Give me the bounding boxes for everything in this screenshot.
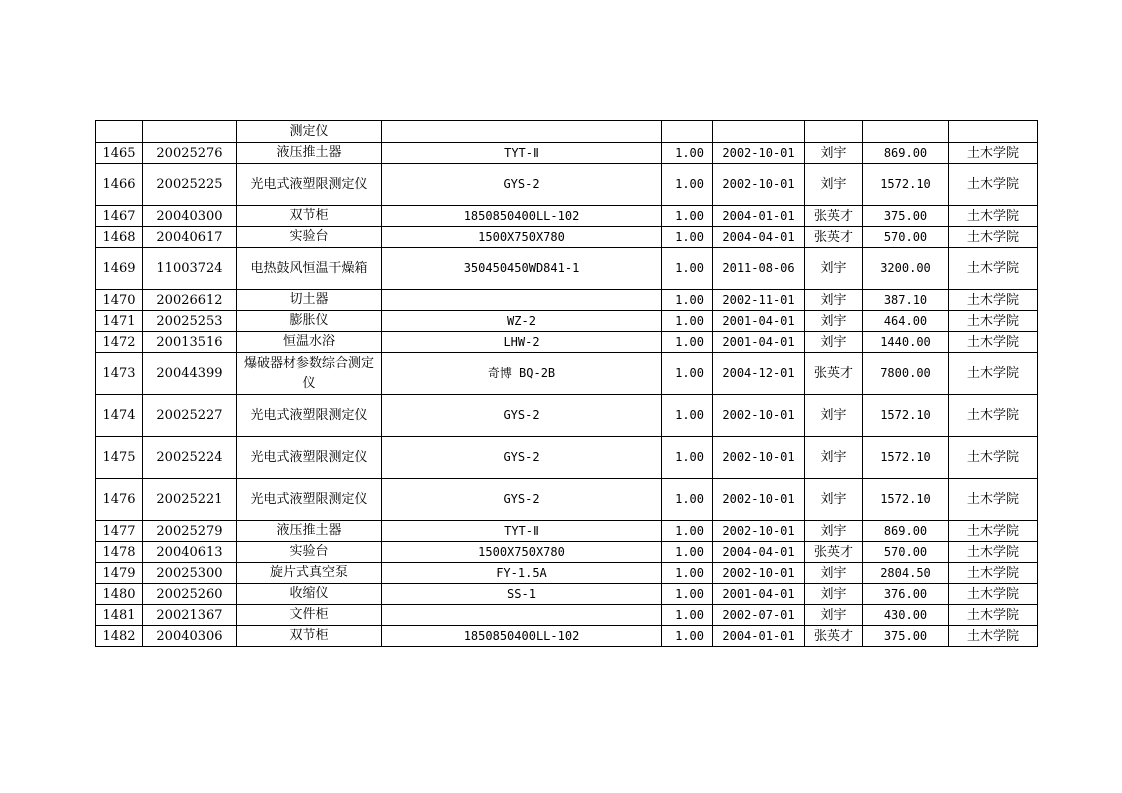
cell-unit-price: 570.00 — [863, 542, 949, 563]
cell-unit-price: 430.00 — [863, 605, 949, 626]
cell-equipment-name: 旋片式真空泵 — [237, 563, 382, 584]
cell-model-spec — [382, 605, 662, 626]
cell-model-spec: LHW-2 — [382, 332, 662, 353]
cell-equipment-name: 液压推土器 — [237, 143, 382, 164]
cell-row-number: 1465 — [96, 143, 143, 164]
cell-asset-code: 20025276 — [143, 143, 237, 164]
cell-quantity: 1.00 — [662, 395, 713, 437]
cell-row-number: 1468 — [96, 227, 143, 248]
cell-department: 土木学院 — [949, 206, 1038, 227]
table-row — [96, 542, 1038, 563]
cell-equipment-name: 双节柜 — [237, 626, 382, 647]
cell-asset-code: 20025227 — [143, 395, 237, 437]
cell-custodian: 刘宇 — [805, 521, 863, 542]
cell-model-spec — [382, 121, 662, 143]
cell-model-spec: GYS-2 — [382, 164, 662, 206]
cell-custodian: 刘宇 — [805, 143, 863, 164]
cell-asset-code: 20025224 — [143, 437, 237, 479]
cell-department: 土木学院 — [949, 521, 1038, 542]
cell-unit-price: 376.00 — [863, 584, 949, 605]
cell-department: 土木学院 — [949, 311, 1038, 332]
cell-row-number: 1471 — [96, 311, 143, 332]
table-row — [96, 605, 1038, 626]
cell-purchase-date: 2002-10-01 — [713, 395, 805, 437]
cell-department: 土木学院 — [949, 437, 1038, 479]
cell-custodian — [805, 121, 863, 143]
cell-purchase-date: 2001-04-01 — [713, 584, 805, 605]
cell-quantity: 1.00 — [662, 605, 713, 626]
cell-equipment-name: 液压推土器 — [237, 521, 382, 542]
cell-quantity: 1.00 — [662, 164, 713, 206]
cell-equipment-name: 电热鼓风恒温干燥箱 — [237, 248, 382, 290]
cell-department: 土木学院 — [949, 164, 1038, 206]
cell-department: 土木学院 — [949, 563, 1038, 584]
cell-unit-price: 1572.10 — [863, 437, 949, 479]
table-row — [96, 164, 1038, 206]
table-row — [96, 521, 1038, 542]
table-row — [96, 563, 1038, 584]
table-row — [96, 290, 1038, 311]
cell-quantity: 1.00 — [662, 290, 713, 311]
cell-asset-code: 20040617 — [143, 227, 237, 248]
cell-model-spec: GYS-2 — [382, 437, 662, 479]
cell-purchase-date: 2002-10-01 — [713, 521, 805, 542]
cell-unit-price: 1440.00 — [863, 332, 949, 353]
cell-custodian: 刘宇 — [805, 290, 863, 311]
cell-quantity — [662, 121, 713, 143]
cell-purchase-date: 2004-01-01 — [713, 626, 805, 647]
cell-equipment-name: 光电式液塑限测定仪 — [237, 395, 382, 437]
cell-unit-price: 387.10 — [863, 290, 949, 311]
cell-department: 土木学院 — [949, 143, 1038, 164]
cell-department: 土木学院 — [949, 479, 1038, 521]
table-row — [96, 626, 1038, 647]
cell-department: 土木学院 — [949, 626, 1038, 647]
cell-department: 土木学院 — [949, 227, 1038, 248]
cell-asset-code: 20026612 — [143, 290, 237, 311]
table-row — [96, 332, 1038, 353]
cell-model-spec: WZ-2 — [382, 311, 662, 332]
cell-quantity: 1.00 — [662, 479, 713, 521]
cell-custodian: 刘宇 — [805, 563, 863, 584]
cell-asset-code: 20025225 — [143, 164, 237, 206]
cell-unit-price: 3200.00 — [863, 248, 949, 290]
cell-quantity: 1.00 — [662, 332, 713, 353]
cell-asset-code: 20013516 — [143, 332, 237, 353]
cell-unit-price: 375.00 — [863, 626, 949, 647]
cell-unit-price: 1572.10 — [863, 395, 949, 437]
cell-custodian: 刘宇 — [805, 332, 863, 353]
cell-custodian: 刘宇 — [805, 164, 863, 206]
cell-custodian: 刘宇 — [805, 437, 863, 479]
cell-equipment-name: 双节柜 — [237, 206, 382, 227]
table-row — [96, 143, 1038, 164]
table-row — [96, 479, 1038, 521]
cell-model-spec: 1850850400LL-102 — [382, 206, 662, 227]
cell-row-number: 1473 — [96, 353, 143, 395]
cell-purchase-date — [713, 121, 805, 143]
cell-asset-code: 20040306 — [143, 626, 237, 647]
cell-model-spec: 350450450WD841-1 — [382, 248, 662, 290]
table-row — [96, 437, 1038, 479]
cell-purchase-date: 2004-01-01 — [713, 206, 805, 227]
cell-model-spec: FY-1.5A — [382, 563, 662, 584]
cell-quantity: 1.00 — [662, 626, 713, 647]
cell-quantity: 1.00 — [662, 542, 713, 563]
cell-row-number: 1475 — [96, 437, 143, 479]
cell-row-number: 1474 — [96, 395, 143, 437]
cell-equipment-name: 光电式液塑限测定仪 — [237, 437, 382, 479]
cell-row-number: 1481 — [96, 605, 143, 626]
cell-department: 土木学院 — [949, 332, 1038, 353]
cell-row-number: 1477 — [96, 521, 143, 542]
cell-asset-code: 20025253 — [143, 311, 237, 332]
cell-unit-price: 869.00 — [863, 521, 949, 542]
cell-asset-code: 20025279 — [143, 521, 237, 542]
cell-unit-price: 7800.00 — [863, 353, 949, 395]
table-row — [96, 248, 1038, 290]
table-row — [96, 311, 1038, 332]
cell-asset-code: 20025260 — [143, 584, 237, 605]
cell-purchase-date: 2002-10-01 — [713, 437, 805, 479]
cell-model-spec: 1500X750X780 — [382, 542, 662, 563]
cell-model-spec: SS-1 — [382, 584, 662, 605]
cell-quantity: 1.00 — [662, 584, 713, 605]
cell-quantity: 1.00 — [662, 248, 713, 290]
cell-unit-price: 2804.50 — [863, 563, 949, 584]
cell-custodian: 张英才 — [805, 353, 863, 395]
cell-asset-code: 20040613 — [143, 542, 237, 563]
table-row — [96, 395, 1038, 437]
cell-purchase-date: 2001-04-01 — [713, 311, 805, 332]
cell-quantity: 1.00 — [662, 227, 713, 248]
cell-row-number: 1482 — [96, 626, 143, 647]
cell-row-number: 1476 — [96, 479, 143, 521]
cell-custodian: 刘宇 — [805, 605, 863, 626]
cell-equipment-name: 收缩仪 — [237, 584, 382, 605]
cell-custodian: 张英才 — [805, 227, 863, 248]
cell-equipment-name: 膨胀仪 — [237, 311, 382, 332]
cell-custodian: 刘宇 — [805, 248, 863, 290]
cell-equipment-name: 切土器 — [237, 290, 382, 311]
cell-model-spec: GYS-2 — [382, 479, 662, 521]
cell-asset-code: 11003724 — [143, 248, 237, 290]
cell-purchase-date: 2002-10-01 — [713, 143, 805, 164]
cell-purchase-date: 2004-04-01 — [713, 542, 805, 563]
cell-equipment-name: 实验台 — [237, 227, 382, 248]
cell-unit-price: 1572.10 — [863, 479, 949, 521]
cell-purchase-date: 2002-11-01 — [713, 290, 805, 311]
cell-model-spec: TYT-Ⅱ — [382, 143, 662, 164]
cell-asset-code: 20044399 — [143, 353, 237, 395]
cell-equipment-name: 光电式液塑限测定仪 — [237, 479, 382, 521]
cell-custodian: 刘宇 — [805, 395, 863, 437]
cell-row-number: 1470 — [96, 290, 143, 311]
cell-purchase-date: 2002-10-01 — [713, 479, 805, 521]
cell-quantity: 1.00 — [662, 353, 713, 395]
cell-asset-code: 20025221 — [143, 479, 237, 521]
cell-department — [949, 121, 1038, 143]
cell-department: 土木学院 — [949, 584, 1038, 605]
cell-row-number — [96, 121, 143, 143]
cell-unit-price: 869.00 — [863, 143, 949, 164]
table-row — [96, 227, 1038, 248]
cell-unit-price: 1572.10 — [863, 164, 949, 206]
cell-equipment-name: 实验台 — [237, 542, 382, 563]
cell-department: 土木学院 — [949, 395, 1038, 437]
cell-quantity: 1.00 — [662, 143, 713, 164]
cell-quantity: 1.00 — [662, 311, 713, 332]
cell-quantity: 1.00 — [662, 437, 713, 479]
cell-purchase-date: 2002-07-01 — [713, 605, 805, 626]
cell-purchase-date: 2002-10-01 — [713, 563, 805, 584]
cell-unit-price — [863, 121, 949, 143]
cell-department: 土木学院 — [949, 290, 1038, 311]
cell-equipment-name: 文件柜 — [237, 605, 382, 626]
cell-row-number: 1472 — [96, 332, 143, 353]
cell-row-number: 1479 — [96, 563, 143, 584]
cell-asset-code: 20021367 — [143, 605, 237, 626]
cell-department: 土木学院 — [949, 542, 1038, 563]
cell-purchase-date: 2004-04-01 — [713, 227, 805, 248]
cell-asset-code: 20040300 — [143, 206, 237, 227]
cell-purchase-date: 2004-12-01 — [713, 353, 805, 395]
cell-model-spec: 奇博 BQ-2B — [382, 353, 662, 395]
cell-custodian: 刘宇 — [805, 479, 863, 521]
table-row — [96, 584, 1038, 605]
cell-asset-code: 20025300 — [143, 563, 237, 584]
inventory-table — [95, 120, 1038, 647]
cell-department: 土木学院 — [949, 353, 1038, 395]
cell-row-number: 1467 — [96, 206, 143, 227]
cell-model-spec: 1850850400LL-102 — [382, 626, 662, 647]
cell-purchase-date: 2001-04-01 — [713, 332, 805, 353]
cell-row-number: 1480 — [96, 584, 143, 605]
cell-quantity: 1.00 — [662, 206, 713, 227]
cell-custodian: 张英才 — [805, 206, 863, 227]
cell-equipment-name: 测定仪 — [237, 121, 382, 143]
cell-quantity: 1.00 — [662, 563, 713, 584]
cell-quantity: 1.00 — [662, 521, 713, 542]
cell-custodian: 刘宇 — [805, 311, 863, 332]
cell-asset-code — [143, 121, 237, 143]
cell-equipment-name: 光电式液塑限测定仪 — [237, 164, 382, 206]
cell-model-spec: 1500X750X780 — [382, 227, 662, 248]
cell-department: 土木学院 — [949, 605, 1038, 626]
cell-custodian: 张英才 — [805, 542, 863, 563]
cell-custodian: 张英才 — [805, 626, 863, 647]
cell-custodian: 刘宇 — [805, 584, 863, 605]
table-row — [96, 206, 1038, 227]
cell-row-number: 1469 — [96, 248, 143, 290]
table-row — [96, 121, 1038, 143]
cell-unit-price: 464.00 — [863, 311, 949, 332]
cell-unit-price: 570.00 — [863, 227, 949, 248]
cell-purchase-date: 2002-10-01 — [713, 164, 805, 206]
cell-model-spec: GYS-2 — [382, 395, 662, 437]
cell-model-spec: TYT-Ⅱ — [382, 521, 662, 542]
cell-department: 土木学院 — [949, 248, 1038, 290]
table-row — [96, 353, 1038, 395]
cell-row-number: 1478 — [96, 542, 143, 563]
cell-equipment-name: 恒温水浴 — [237, 332, 382, 353]
cell-purchase-date: 2011-08-06 — [713, 248, 805, 290]
cell-unit-price: 375.00 — [863, 206, 949, 227]
cell-model-spec — [382, 290, 662, 311]
cell-equipment-name: 爆破器材参数综合测定仪 — [237, 353, 382, 395]
cell-row-number: 1466 — [96, 164, 143, 206]
